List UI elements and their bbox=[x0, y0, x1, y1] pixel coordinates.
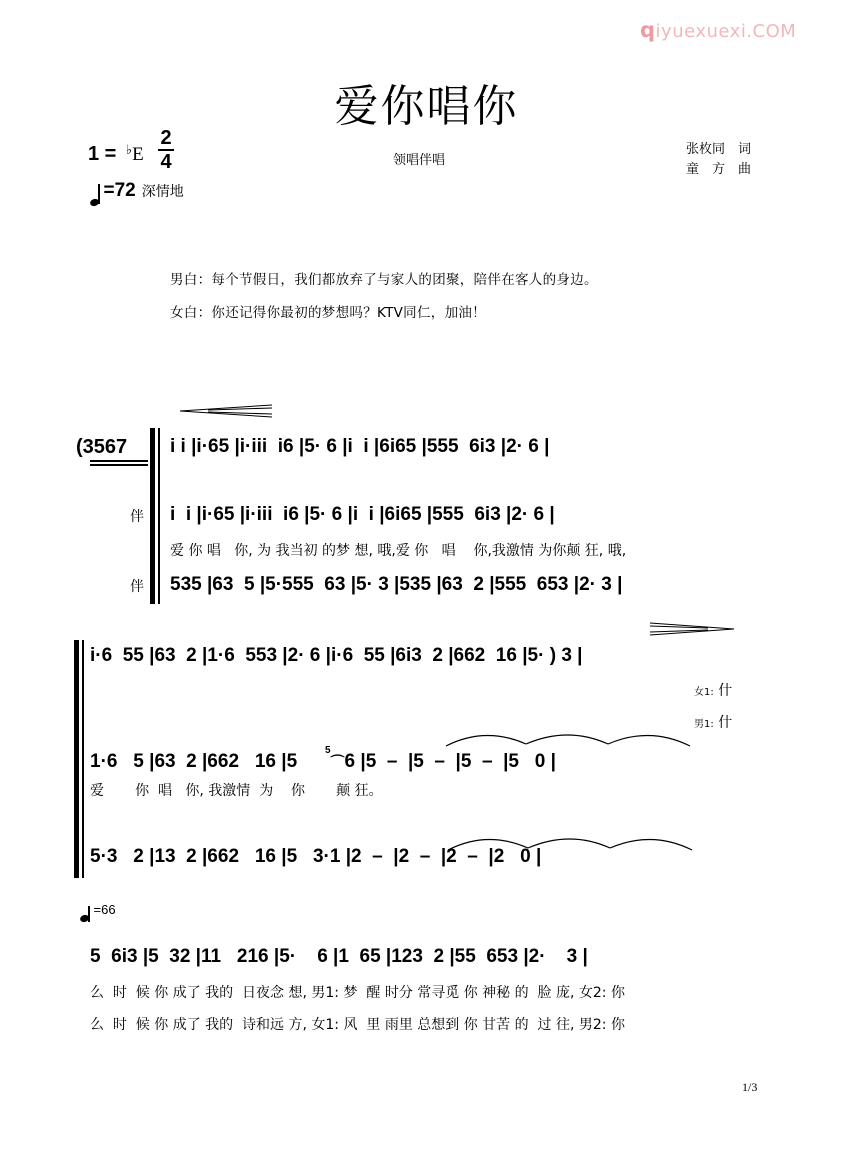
credit-composer bbox=[686, 160, 751, 180]
spoken-male: 男白：每个节假日，我们都放弃了与家人的团聚，陪伴在客人的身边。 bbox=[170, 272, 598, 288]
lyricist-name: 张枚同 bbox=[686, 142, 726, 157]
composer-name: 童 方 bbox=[686, 162, 726, 177]
tempo-value: =66 bbox=[93, 902, 116, 917]
underline bbox=[90, 464, 148, 466]
time-signature bbox=[158, 127, 174, 173]
voice2-line-1: i i |i·65 |i·iii i6 |5· 6 |i i |6i65 |555 6i3 |2· 6 | bbox=[170, 504, 555, 525]
tempo-marking bbox=[90, 180, 184, 206]
lyrics-line-3b: 么 时 候 你 成了 我的 诗和远 方, 女1: 风 里 雨里 总想到 你 甘苦 的 过 往, 男2: 你 bbox=[90, 1017, 625, 1033]
system-bracket bbox=[150, 428, 155, 604]
voice-label: 伴 bbox=[130, 579, 144, 595]
voice2-notes-tail: 6 |5 – |5 – |5 – |5 0 | bbox=[344, 751, 556, 772]
underline bbox=[90, 460, 148, 462]
voice2-notes: 1·6 5 |63 2 |662 16 |5 bbox=[90, 751, 313, 772]
key-signature bbox=[88, 142, 144, 166]
cue-text: 什 bbox=[718, 715, 733, 731]
cue-text: 什 bbox=[718, 683, 733, 699]
spoken-female: 女白：你还记得你最初的梦想吗？KTV同仁，加油！ bbox=[170, 305, 486, 321]
credits bbox=[686, 140, 751, 180]
voice-label: 伴 bbox=[130, 509, 144, 525]
system-bracket bbox=[74, 640, 79, 878]
decrescendo-hairpin-icon bbox=[648, 622, 736, 636]
time-top: 2 bbox=[160, 127, 172, 149]
voice3-line-1: 535 |63 5 |5·555 63 |5· 3 |535 |63 2 |555 653 |2· 3 | bbox=[170, 574, 623, 595]
lyrics-line-2: 爱 你 唱 你, 我激情 为 你 颠 狂。 bbox=[90, 783, 383, 799]
voice2-line-2 bbox=[90, 745, 556, 773]
watermark bbox=[640, 18, 796, 42]
key-note: E bbox=[132, 144, 144, 165]
lead-melody-line-1: i i |i·65 |i·iii i6 |5· 6 |i i |6i65 |555 6i3 |2· 6 | bbox=[170, 436, 550, 457]
song-title: 爱你唱你 bbox=[334, 81, 519, 132]
grace-slur-icon: ⌒ bbox=[330, 754, 345, 770]
page-number: 1/3 bbox=[742, 1080, 758, 1094]
lead-melody-line-2: i·6 55 |63 2 |1·6 553 |2· 6 |i·6 55 |6i3 2 |662 16 |5· ) 3 | bbox=[90, 645, 583, 666]
tempo-change bbox=[80, 902, 116, 922]
grace-note: 5 bbox=[324, 745, 331, 756]
subtitle: 领唱伴唱 bbox=[393, 153, 446, 168]
flat-icon: ♭ bbox=[125, 142, 133, 157]
watermark-logo: q bbox=[640, 18, 656, 42]
tempo-value: =72 bbox=[103, 180, 136, 201]
quarter-note-icon bbox=[89, 198, 100, 208]
cue-female bbox=[694, 680, 732, 700]
time-bottom: 4 bbox=[158, 149, 174, 173]
tempo-expression: 深情地 bbox=[141, 183, 184, 199]
voice3-line-2: 5·3 2 |13 2 |662 16 |5 3·1 |2 – |2 – |2 – |2 0 | bbox=[90, 846, 542, 867]
intro-notes: (3567 bbox=[76, 436, 128, 458]
cue-role: 男1: bbox=[694, 719, 714, 730]
melody-line-3: 5 6i3 |5 32 |11 216 |5· 6 |1 65 |123 2 |55 653 |2· 3 | bbox=[90, 946, 588, 967]
composer-role: 曲 bbox=[738, 162, 752, 177]
credit-lyricist bbox=[686, 140, 751, 160]
system-bracket-line bbox=[158, 428, 160, 604]
crescendo-hairpin-icon bbox=[178, 404, 274, 418]
cue-role: 女1: bbox=[694, 687, 714, 698]
lyricist-role: 词 bbox=[738, 142, 752, 157]
system-bracket-line bbox=[82, 640, 84, 878]
watermark-text: iyuexuexi.COM bbox=[655, 21, 797, 42]
lyrics-line-1: 爱 你 唱 你, 为 我当初 的梦 想, 哦,爱 你 唱 你,我激情 为你颠 狂, 哦, bbox=[170, 543, 627, 559]
lyrics-line-3a: 么 时 候 你 成了 我的 日夜念 想, 男1: 梦 醒 时分 常寻觅 你 神秘 的 脸 庞, 女2: 你 bbox=[90, 985, 625, 1001]
key-prefix: 1 = bbox=[88, 143, 122, 165]
